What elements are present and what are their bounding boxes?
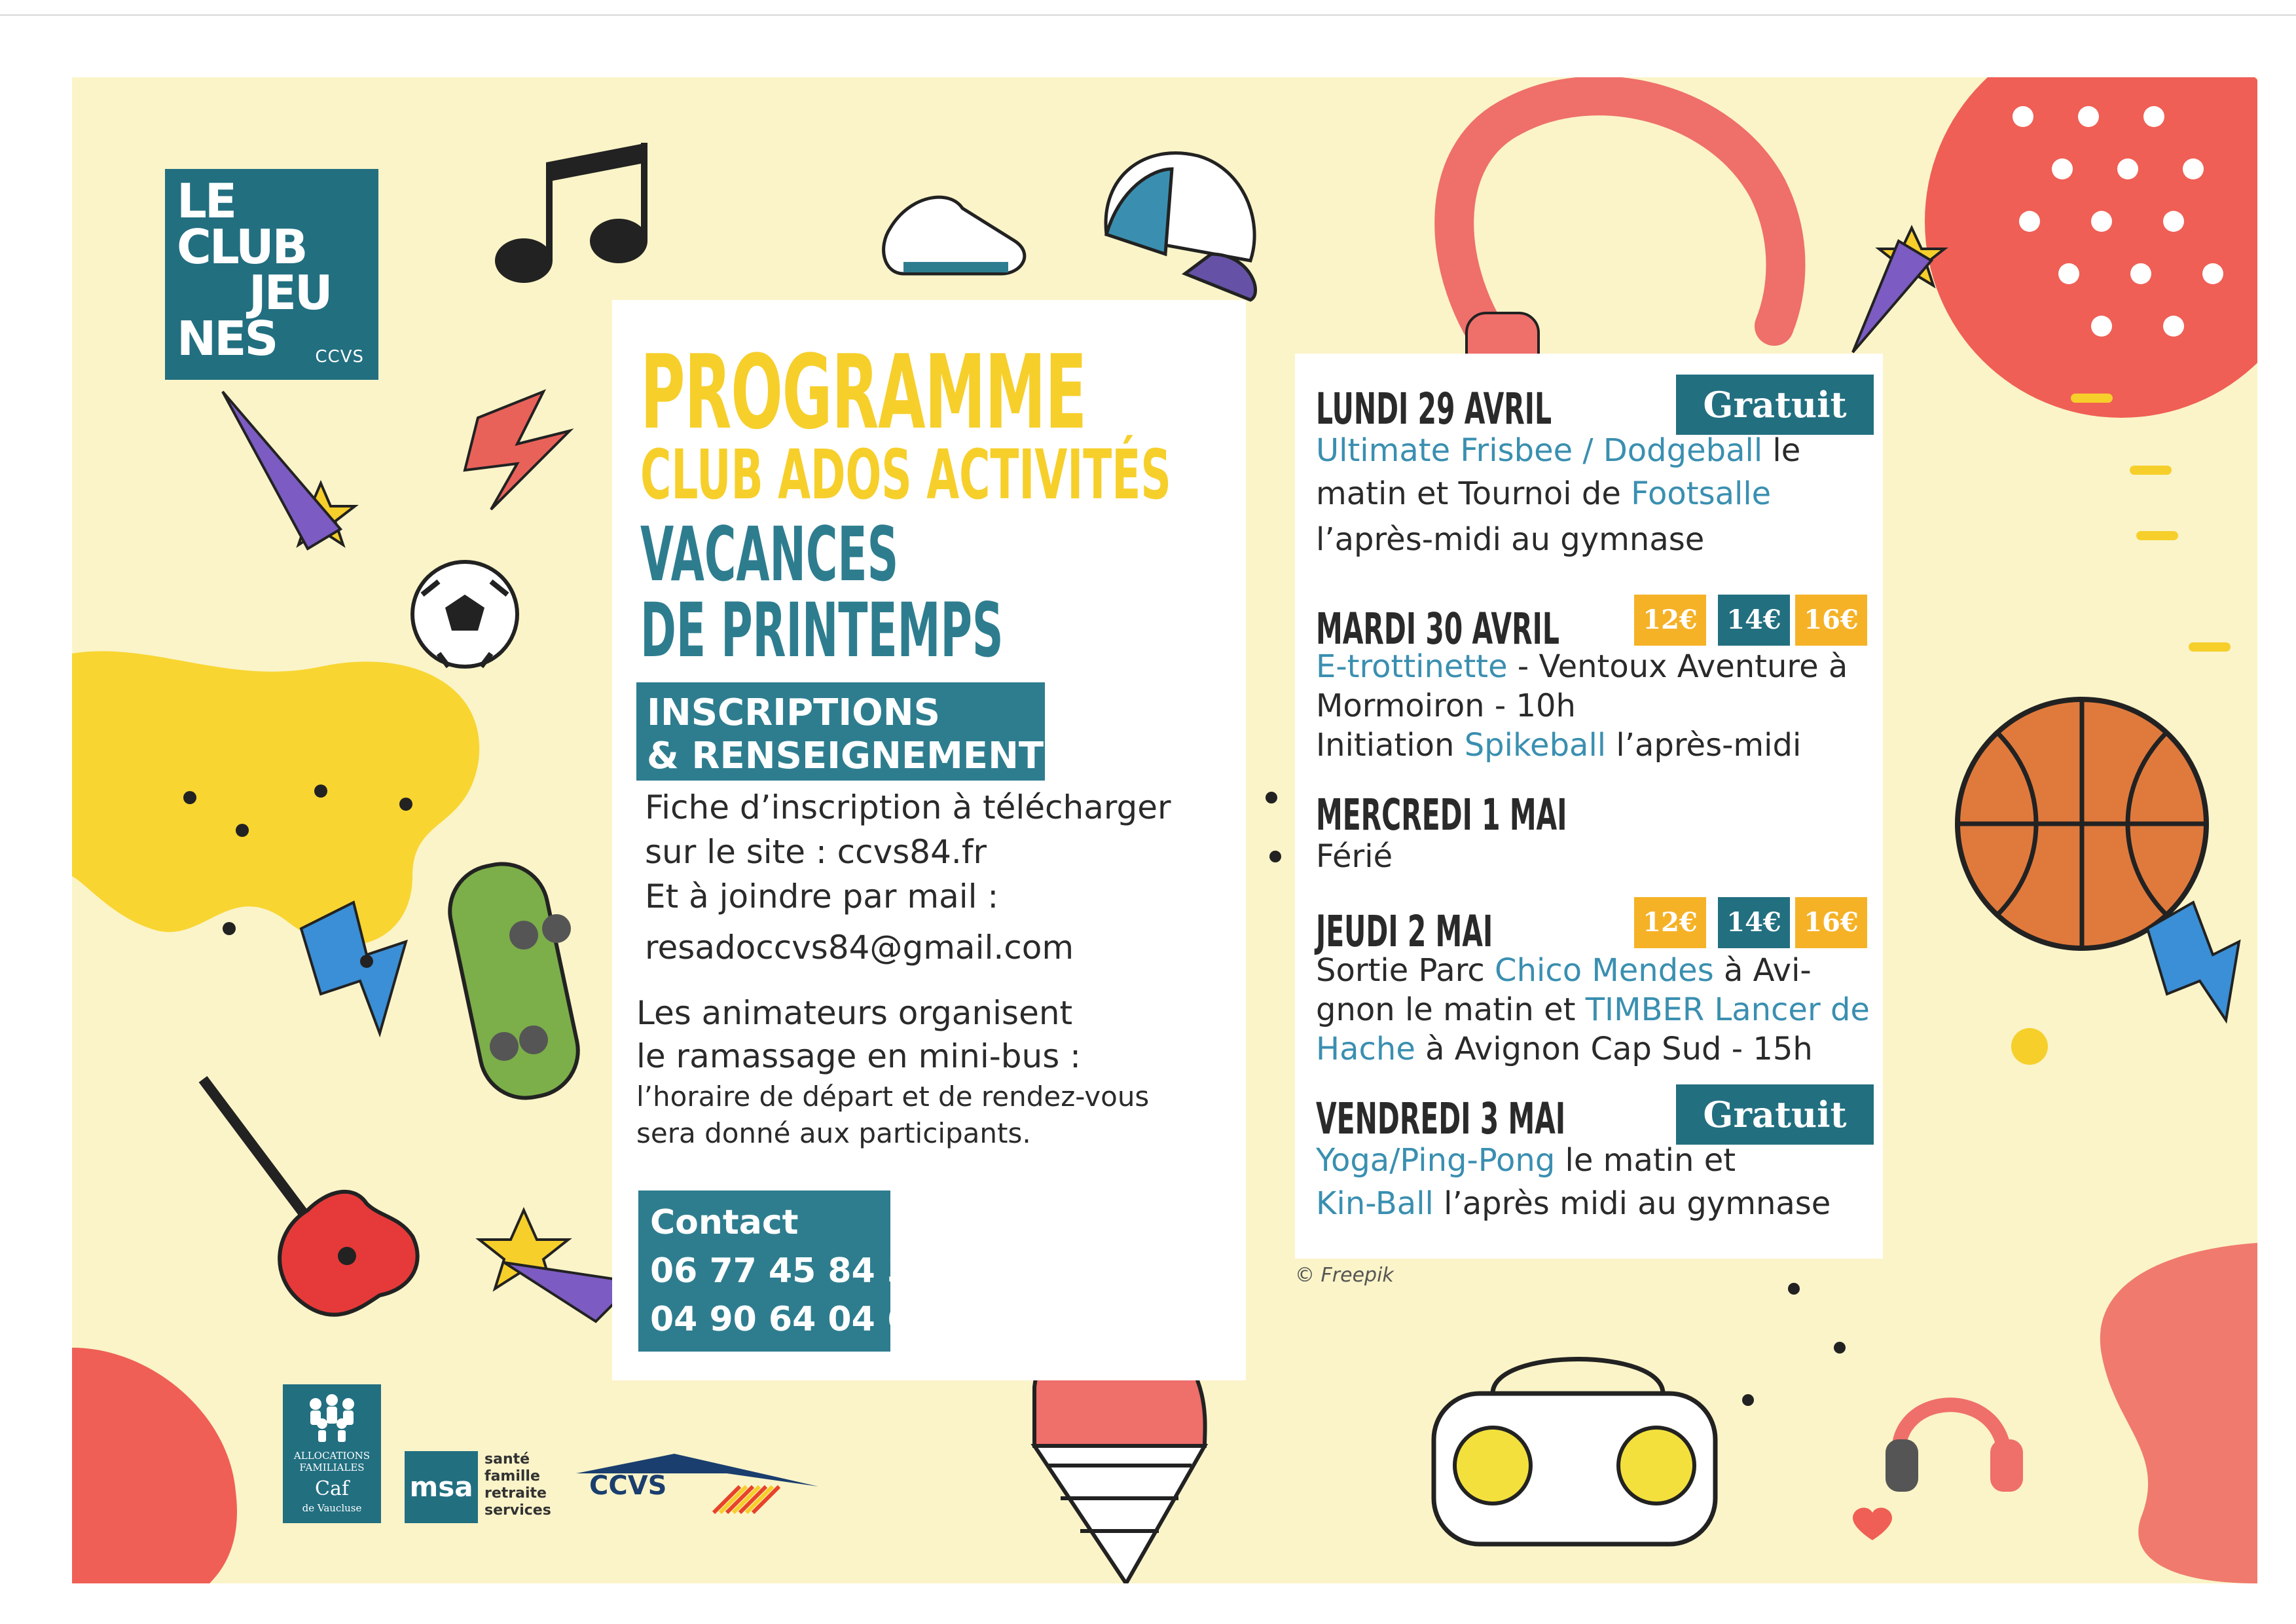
contact-phone-1[interactable]: 06 77 45 84 36: [650, 1251, 935, 1291]
price-badge: 14€: [1718, 897, 1790, 948]
transport-line-2: le ramassage en mini-bus :: [636, 1037, 1082, 1075]
schedule-text: - Ventoux Aventure à: [1507, 648, 1848, 685]
ccvs-name: CCVS: [589, 1471, 667, 1501]
email-link[interactable]: resadoccvs84@gmail.com: [645, 929, 1074, 967]
skateboard: [441, 855, 587, 1106]
schedule-text: l’après-midi au gymnase: [1316, 521, 1705, 558]
logo-line-4: NES: [177, 311, 277, 366]
schedule-text: à Avi-: [1713, 952, 1812, 989]
yellow-dashes: [2075, 398, 2226, 647]
schedule-text: Initiation: [1316, 727, 1465, 764]
free-badge: Gratuit: [1676, 1084, 1874, 1145]
activity-highlight: Chico Mendes: [1495, 952, 1714, 989]
schedule-line: [1316, 521, 1704, 558]
schedule-text: Férié: [1316, 838, 1393, 875]
msa-line-3: retraite: [484, 1485, 547, 1502]
caf-logo: [283, 1384, 381, 1523]
schedule-line: [1316, 838, 1393, 875]
contact-box: [638, 1190, 935, 1352]
inscriptions-heading-line-1: INSCRIPTIONS: [647, 692, 940, 734]
music-note: [495, 143, 647, 283]
transport-line-3: l’horaire de départ et de rendez-vous: [636, 1080, 1150, 1113]
title-vacances: VACANCES: [640, 511, 899, 598]
caf-family-icon: [283, 1390, 381, 1449]
inscriptions-text-1: Fiche d’inscription à télécharger: [645, 788, 1171, 826]
price-badge: 12€: [1634, 897, 1706, 948]
inscriptions-heading: [636, 682, 1070, 781]
activity-highlight: Ultimate Frisbee / Dodgeball: [1316, 432, 1763, 469]
activity-highlight: Hache: [1316, 1031, 1415, 1067]
schedule-day: LUNDI 29 AVRIL: [1316, 384, 1552, 434]
schedule-line: [1316, 432, 1800, 469]
soccer-ball: [412, 562, 517, 667]
schedule-line: [1316, 688, 1576, 724]
price-badge: 16€: [1795, 897, 1867, 948]
cap-illustration: [1106, 153, 1255, 300]
inscriptions-text-3: Et à joindre par mail :: [645, 877, 999, 915]
schedule-text: à Avignon Cap Sud - 15h: [1415, 1031, 1813, 1067]
transport-line-4: sera donné aux participants.: [636, 1117, 1031, 1149]
shooting-star-trail: [223, 392, 340, 549]
schedule-line: [1316, 475, 1771, 512]
activity-highlight: Footsalle: [1631, 475, 1772, 512]
logo-line-3: JEU: [249, 265, 331, 320]
schedule-text: matin et Tournoi de: [1316, 475, 1631, 512]
inscriptions-heading-line-2: & RENSEIGNEMENTS: [647, 735, 1070, 777]
coral-polka-circle: [1925, 77, 2257, 418]
basketball: [1958, 699, 2206, 948]
schedule-text: le matin et: [1555, 1142, 1736, 1179]
caf-line-2: FAMILIALES: [299, 1462, 365, 1473]
price-badge: 16€: [1795, 595, 1867, 646]
ccvs-logo: [570, 1447, 825, 1519]
schedule-text: Sortie Parc: [1316, 952, 1495, 989]
shooting-star-trail-3: [1853, 241, 1931, 352]
schedule-text: le: [1762, 432, 1801, 469]
logo-line-1: LE: [177, 174, 236, 229]
schedule-day: MARDI 30 AVRIL: [1316, 604, 1559, 654]
msa-line-4: services: [484, 1502, 551, 1519]
lightning-bolt-blue-right: [2147, 902, 2239, 1020]
logo-line-2: CLUB: [177, 219, 306, 274]
schedule-line: [1316, 1185, 1831, 1222]
msa-logo: msa: [405, 1451, 478, 1523]
schedule-text: l’après-midi: [1606, 727, 1802, 764]
schedule-line: [1316, 648, 1848, 685]
contact-label: Contact: [650, 1203, 799, 1242]
schedule-line: [1316, 1031, 1813, 1067]
activity-highlight: Yoga/Ping-Pong: [1316, 1142, 1556, 1179]
title-club-ados: CLUB ADOS ACTIVITÉS: [640, 435, 1171, 515]
activity-highlight: TIMBER Lancer de: [1585, 991, 1870, 1028]
activity-highlight: E-trottinette: [1316, 648, 1508, 685]
title-printemps: DE PRINTEMPS: [640, 587, 1004, 674]
schedule-line: [1316, 952, 1812, 989]
coral-blob-bottom-right: [2100, 1243, 2257, 1583]
small-headphones: [1886, 1405, 2023, 1492]
price-badge: 14€: [1718, 595, 1790, 646]
caf-line-1: ALLOCATIONS: [293, 1450, 371, 1462]
schedule-text: gnon le matin et: [1316, 991, 1586, 1028]
schedule-line: [1316, 727, 1801, 764]
boombox: [1434, 1359, 1715, 1545]
activity-highlight: Spikeball: [1464, 727, 1607, 764]
yellow-blob-shape: [72, 651, 479, 945]
schedule-text: Mormoiron - 10h: [1316, 688, 1576, 724]
schedule-text: l’après midi au gymnase: [1433, 1185, 1831, 1222]
price-badge: 12€: [1634, 595, 1706, 646]
coral-blob-bottom-left: [72, 1348, 237, 1583]
club-jeunes-logo: [165, 169, 378, 380]
scan-edge-line: [0, 14, 2296, 16]
msa-line-2: famille: [484, 1468, 540, 1485]
inscriptions-text-2: sur le site : ccvs84.fr: [645, 833, 987, 871]
activity-highlight: Kin-Ball: [1316, 1185, 1434, 1222]
lightning-bolt: [465, 392, 570, 509]
schedule-day: MERCREDI 1 MAI: [1316, 790, 1567, 840]
free-badge: Gratuit: [1676, 375, 1874, 435]
caf-line-4: de Vaucluse: [302, 1502, 362, 1514]
caf-line-3: Caf: [315, 1477, 349, 1500]
logo-sub: CCVS: [315, 347, 364, 367]
schedule-day: VENDREDI 3 MAI: [1316, 1094, 1566, 1144]
freepik-credit: © Freepik: [1295, 1264, 1394, 1287]
msa-tagline: [484, 1451, 551, 1519]
schedule-day: JEUDI 2 MAI: [1316, 906, 1493, 957]
guitar: [203, 1079, 418, 1315]
transport-line-1: Les animateurs organisent: [636, 994, 1073, 1032]
schedule-line: [1316, 991, 1870, 1028]
schedule-line: [1316, 1142, 1736, 1179]
contact-phone-2[interactable]: 04 90 64 04 68: [650, 1300, 935, 1339]
msa-line-1: santé: [484, 1451, 530, 1467]
title-programme: PROGRAMME: [640, 333, 1087, 452]
